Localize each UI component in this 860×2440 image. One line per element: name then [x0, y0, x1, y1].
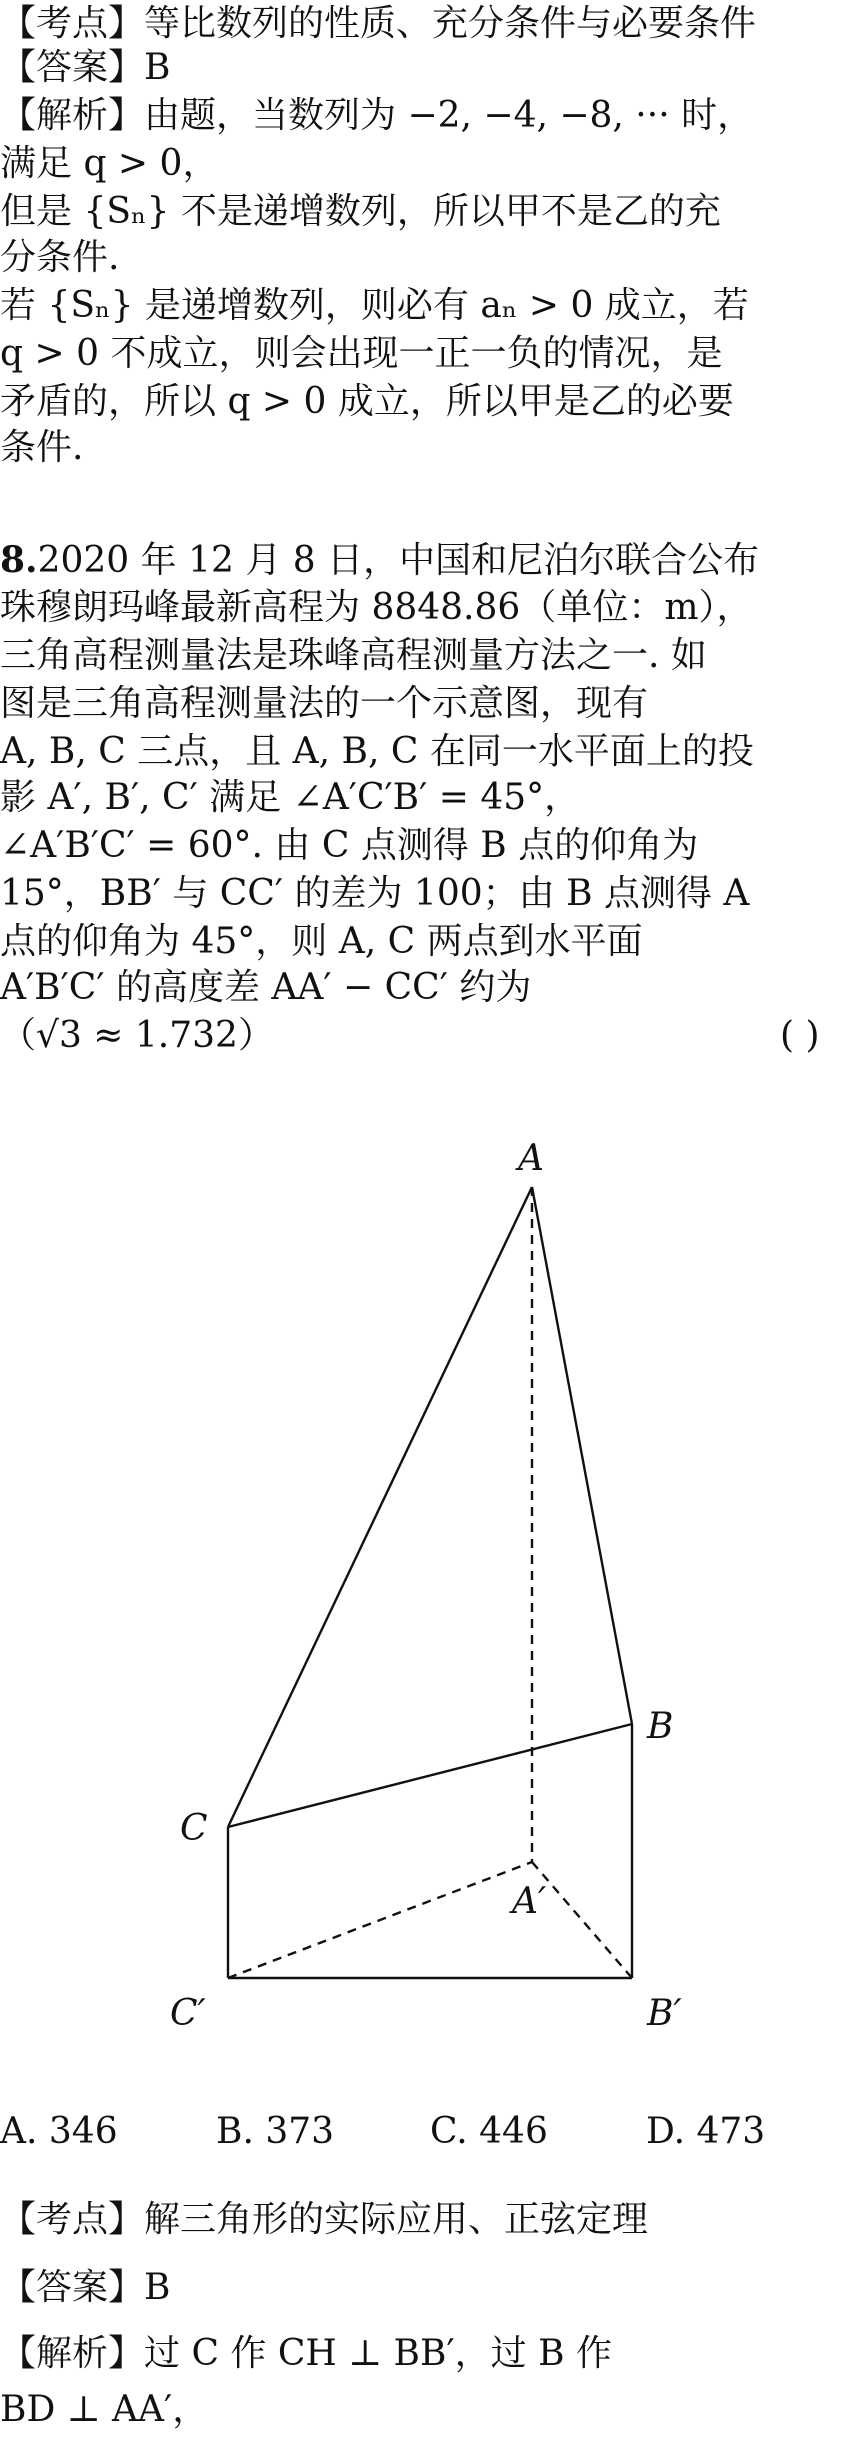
edge-AB: [532, 1187, 632, 1724]
edge-CpAp: [228, 1862, 532, 1978]
question-line: A, B, C 三点，且 A, B, C 在同一水平面上的投: [0, 731, 754, 772]
choice-a: A. 346: [0, 2111, 118, 2152]
edge-CB: [228, 1724, 632, 1827]
choice-b: B. 373: [216, 2111, 335, 2152]
answer-line: 【答案】B: [0, 2267, 171, 2308]
label-C-prime: C′: [170, 1993, 206, 2034]
edge-AC: [228, 1187, 532, 1827]
label-B-prime: B′: [647, 1993, 682, 2034]
text-line: 分条件.: [0, 237, 120, 278]
analysis-line: 【解析】过 C 作 CH ⊥ BB′，过 B 作: [0, 2333, 612, 2374]
text-line: BD ⊥ AA′，: [0, 2389, 209, 2430]
text-line: 矛盾的，所以 q > 0 成立，所以甲是乙的必要: [0, 381, 734, 422]
label-B: B: [647, 1706, 674, 1747]
text-line: 若 {Sₙ} 是递增数列，则必有 aₙ > 0 成立，若: [0, 285, 749, 326]
kaodian-line: 【考点】解三角形的实际应用、正弦定理: [0, 2199, 649, 2240]
question-line: ∠A′B′C′ = 60°. 由 C 点测得 B 点的仰角为: [0, 825, 699, 866]
question-line: （√3 ≈ 1.732）: [0, 1015, 274, 1056]
question-line: 15°，BB′ 与 CC′ 的差为 100；由 B 点测得 A: [0, 873, 750, 914]
kaodian-line: 【考点】等比数列的性质、充分条件与必要条件: [0, 3, 757, 44]
text-line: 满足 q > 0，: [0, 143, 219, 184]
question-line: A′B′C′ 的高度差 AA′ − CC′ 约为: [0, 967, 532, 1008]
question-first-line: [0, 536, 759, 584]
label-A: A: [518, 1138, 544, 1179]
text-line: 条件.: [0, 427, 84, 468]
label-C: C: [180, 1808, 208, 1849]
answer-line: 【答案】B: [0, 47, 171, 88]
text-line: 但是 {Sₙ} 不是递增数列，所以甲不是乙的充: [0, 191, 721, 232]
edge-ApBp: [532, 1862, 632, 1978]
question-text: 2020 年 12 月 8 日，中国和尼泊尔联合公布: [37, 540, 760, 581]
triangulation-figure: [0, 1130, 860, 2050]
question-line: 影 A′, B′, C′ 满足 ∠A′C′B′ = 45°，: [0, 777, 581, 818]
question-line: 三角高程测量法是珠峰高程测量方法之一. 如: [0, 635, 707, 676]
analysis-line: 【解析】由题，当数列为 −2, −4, −8, ··· 时，: [0, 95, 754, 136]
question-line: 图是三角高程测量法的一个示意图，现有: [0, 683, 649, 724]
question-line: 珠穆朗玛峰最新高程为 8848.86（单位：m），: [0, 587, 753, 628]
choice-c: C. 446: [430, 2111, 548, 2152]
question-number: 8.: [0, 539, 38, 581]
text-line: q > 0 不成立，则会出现一正一负的情况，是: [0, 333, 723, 374]
label-A-prime: A′: [512, 1881, 547, 1922]
choice-d: D. 473: [646, 2111, 766, 2152]
question-line: 点的仰角为 45°，则 A, C 两点到水平面: [0, 921, 643, 962]
answer-bracket: ( ): [780, 1015, 820, 1056]
